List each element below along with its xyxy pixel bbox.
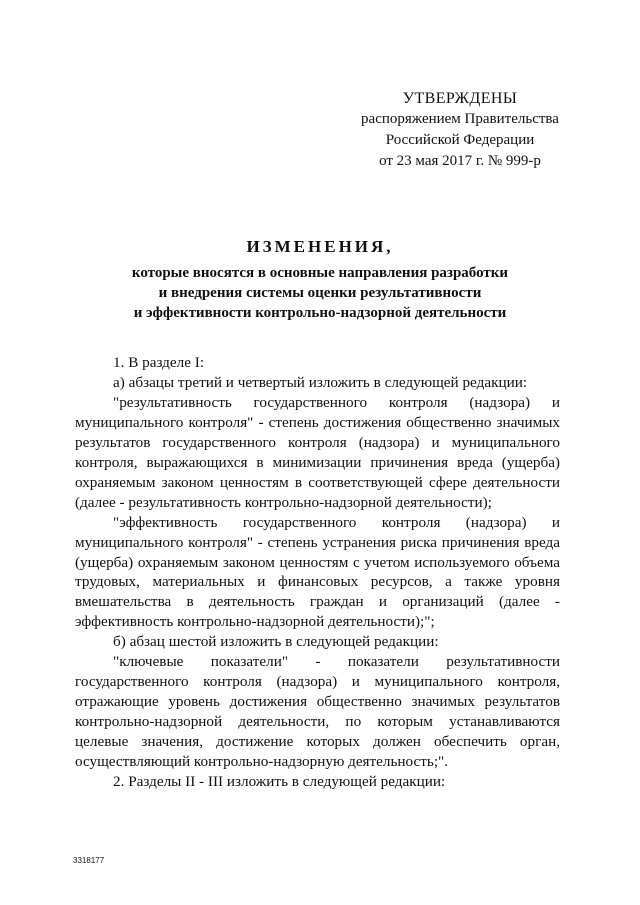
paragraph-1: 1. В разделе I: xyxy=(113,354,205,371)
approval-heading: УТВЕРЖДЕНЫ xyxy=(402,90,518,107)
paragraph-3: "результативность государственного контроля (надзора) и муниципального контроля" - степень достижения общественно значимых результатов государственного контроля (надзора) и муниципального контроля, выражающихся в минимизации причинения вреда (ущерба) охраняемым законом ценностям в соответствующей сфере деятельности (далее - результативность контрольно-надзорной деятельности); xyxy=(75,393,560,511)
document-code: 3318177 xyxy=(73,856,105,865)
paragraph-7: 2. Разделы II - III изложить в следующей редакции: xyxy=(113,773,446,791)
approval-line-3: от 23 мая 2017 г. № 999-р xyxy=(379,153,541,169)
paragraph-4: "эффективность государственного контроля (надзора) и муниципального контроля" - степень устранения риска причинения вреда (ущерба) охраняемым законом ценностям с учетом используемого объема трудовых, материальных и финансовых ресурсов, а также уровня вмешательства в деятельность граждан и организаций (далее - эффективность контрольно-надзорной деятельности);"; xyxy=(75,513,560,631)
subtitle-line-1: которые вносятся в основные направления разработки xyxy=(131,265,509,281)
document-subtitle xyxy=(60,263,580,323)
subtitle-line-2: и внедрения системы оценки результативности xyxy=(158,285,482,301)
approval-line-2: Российской Федерации xyxy=(385,132,535,148)
paragraph-5: б) абзац шестой изложить в следующей редакции: xyxy=(113,633,439,651)
paragraph-6: "ключевые показатели" - показатели результативности государственного контроля (надзора) и муниципального контроля, отражающие уровень достижения общественно значимых результатов контрольно-надзорной деятельности, по которым устанавливаются целевые значения, достижение которых должен обеспечить орган, осуществляющий контрольно-надзорную деятельность;". xyxy=(75,653,560,771)
paragraph-2: а) абзацы третий и четвертый изложить в следующей редакции: xyxy=(113,373,528,391)
document-title: ИЗМЕНЕНИЯ, xyxy=(246,237,394,256)
approval-block xyxy=(340,88,580,172)
approval-line-1: распоряжением Правительства xyxy=(361,111,559,127)
subtitle-line-3: и эффективности контрольно-надзорной деятельности xyxy=(133,305,507,321)
document-body xyxy=(75,353,560,792)
